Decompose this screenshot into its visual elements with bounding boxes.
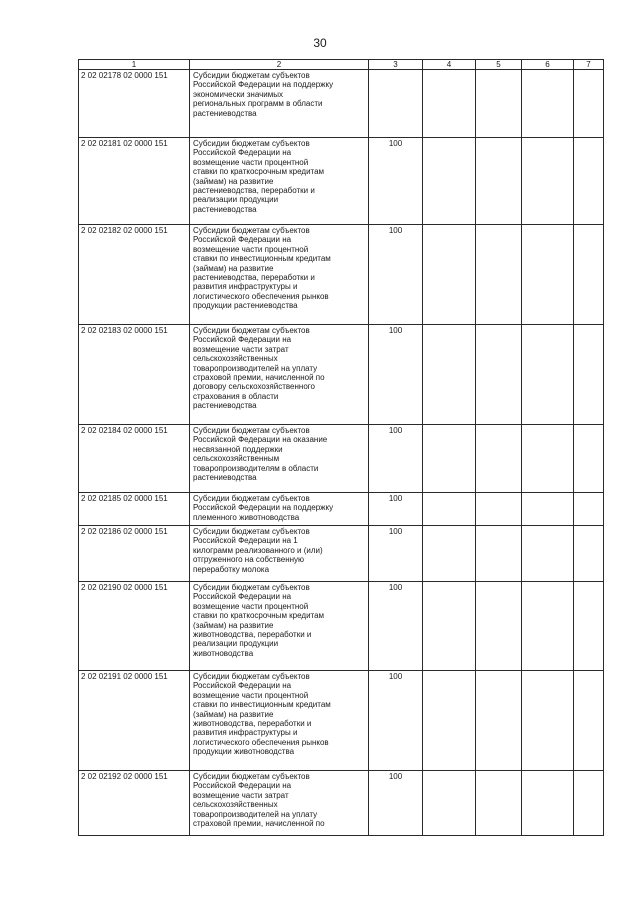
- empty-cell-col-5: [476, 493, 522, 526]
- description-cell: [190, 325, 369, 425]
- column-header-7: 7: [574, 60, 604, 70]
- description-line: ставки по инвестиционным кредитам: [193, 700, 331, 710]
- empty-cell-col-7: [574, 70, 604, 138]
- page-number: 30: [313, 36, 327, 50]
- empty-cell-col-5: [476, 225, 522, 325]
- description-line: Российской Федерации на поддержку: [193, 80, 334, 90]
- description-line: развития инфраструктуры и: [193, 282, 298, 292]
- value-cell: 100: [369, 138, 423, 225]
- description-line: региональных программ в области: [193, 99, 323, 109]
- table-row: [79, 771, 604, 836]
- description-line: животноводства: [193, 648, 254, 658]
- empty-cell-col-7: [574, 582, 604, 671]
- description-line: Субсидии бюджетам субъектов: [193, 326, 310, 335]
- description-cell: [190, 671, 369, 771]
- description-line: возмещение части затрат: [193, 790, 289, 800]
- description-cell: [190, 225, 369, 325]
- description-cell: [190, 425, 369, 493]
- empty-cell-col-6: [522, 582, 574, 671]
- description-line: страховой премии, начисленной по: [193, 373, 325, 383]
- budget-code-cell: 2 02 02191 02 0000 151: [79, 671, 190, 771]
- empty-cell-col-7: [574, 225, 604, 325]
- description-line: Российской Федерации на: [193, 148, 292, 158]
- description-line: Субсидии бюджетам субъектов: [193, 226, 310, 235]
- empty-cell-col-5: [476, 671, 522, 771]
- empty-cell-col-7: [574, 526, 604, 582]
- description-line: племенного животноводства: [193, 512, 300, 522]
- description-line: Субсидии бюджетам субъектов: [193, 583, 310, 592]
- value-cell: 100: [369, 493, 423, 526]
- empty-cell-col-4: [423, 138, 476, 225]
- description-line: животноводства, переработки и: [193, 630, 312, 640]
- description-line: Субсидии бюджетам субъектов: [193, 672, 310, 681]
- empty-cell-col-4: [423, 671, 476, 771]
- description-line: Российской Федерации на оказание: [193, 435, 328, 445]
- budget-code-cell: 2 02 02182 02 0000 151: [79, 225, 190, 325]
- description-line: сельскохозяйственных: [193, 800, 278, 810]
- description-line: несвязанной поддержки: [193, 444, 283, 454]
- description-line: Субсидии бюджетам субъектов: [193, 527, 310, 536]
- description-line: Российской Федерации на: [193, 681, 292, 691]
- description-line: Субсидии бюджетам субъектов: [193, 494, 310, 503]
- description-line: Российской Федерации на: [193, 235, 292, 245]
- description-line: Субсидии бюджетам субъектов: [193, 71, 310, 80]
- value-cell: 100: [369, 671, 423, 771]
- budget-code-cell: 2 02 02184 02 0000 151: [79, 425, 190, 493]
- table-row: [79, 325, 604, 425]
- empty-cell-col-4: [423, 771, 476, 836]
- table-row: [79, 138, 604, 225]
- empty-cell-col-4: [423, 325, 476, 425]
- description-line: Российской Федерации на: [193, 781, 292, 791]
- description-line: растениеводства: [193, 473, 257, 483]
- description-line: отгруженного на собственную: [193, 555, 305, 565]
- column-header-1: 1: [79, 60, 190, 70]
- table-row: [79, 425, 604, 493]
- description-line: растениеводства: [193, 108, 257, 118]
- description-cell: [190, 493, 369, 526]
- column-header-3: 3: [369, 60, 423, 70]
- description-line: (займам) на развитие: [193, 176, 274, 186]
- value-cell: 100: [369, 582, 423, 671]
- empty-cell-col-5: [476, 526, 522, 582]
- empty-cell-col-5: [476, 138, 522, 225]
- empty-cell-col-6: [522, 493, 574, 526]
- description-cell: [190, 138, 369, 225]
- description-line: животноводства, переработки и: [193, 719, 312, 729]
- description-line: возмещение части затрат: [193, 344, 289, 354]
- description-line: договору сельскохозяйственного: [193, 382, 315, 392]
- description-line: Субсидии бюджетам субъектов: [193, 139, 310, 148]
- description-line: растениеводства: [193, 401, 257, 411]
- empty-cell-col-6: [522, 526, 574, 582]
- description-line: продукции растениеводства: [193, 301, 298, 311]
- description-line: реализации продукции: [193, 639, 279, 649]
- description-line: (займам) на развитие: [193, 709, 274, 719]
- description-line: возмещение части процентной: [193, 157, 309, 167]
- empty-cell-col-7: [574, 771, 604, 836]
- value-cell: 100: [369, 225, 423, 325]
- description-line: страховой премии, начисленной по: [193, 819, 325, 829]
- description-line: переработку молока: [193, 564, 270, 574]
- description-cell: [190, 582, 369, 671]
- description-line: ставки по инвестиционным кредитам: [193, 254, 331, 264]
- description-line: продукции животноводства: [193, 747, 295, 757]
- description-line: Субсидии бюджетам субъектов: [193, 772, 310, 781]
- budget-code-cell: 2 02 02178 02 0000 151: [79, 70, 190, 138]
- description-line: растениеводства, переработки и: [193, 186, 315, 196]
- description-line: возмещение части процентной: [193, 690, 309, 700]
- description-line: ставки по краткосрочным кредитам: [193, 611, 325, 621]
- description-line: товаропроизводителей на уплату: [193, 809, 318, 819]
- description-line: Российской Федерации на: [193, 592, 292, 602]
- budget-code-cell: 2 02 02185 02 0000 151: [79, 493, 190, 526]
- description-line: (займам) на развитие: [193, 620, 274, 630]
- description-line: товаропроизводителям в области: [193, 463, 319, 473]
- description-line: Российской Федерации на 1: [193, 536, 298, 546]
- value-cell: 100: [369, 325, 423, 425]
- description-line: килограмм реализованного и (или): [193, 545, 323, 555]
- empty-cell-col-4: [423, 70, 476, 138]
- value-cell: [369, 70, 423, 138]
- empty-cell-col-4: [423, 582, 476, 671]
- table-row: [79, 225, 604, 325]
- description-cell: [190, 526, 369, 582]
- description-line: логистического обеспечения рынков: [193, 291, 329, 301]
- empty-cell-col-4: [423, 225, 476, 325]
- empty-cell-col-6: [522, 671, 574, 771]
- description-line: экономически значимых: [193, 89, 284, 99]
- description-line: возмещение части процентной: [193, 601, 309, 611]
- column-header-6: 6: [522, 60, 574, 70]
- column-header-4: 4: [423, 60, 476, 70]
- description-line: сельскохозяйственных: [193, 354, 278, 364]
- budget-code-cell: 2 02 02190 02 0000 151: [79, 582, 190, 671]
- description-line: возмещение части процентной: [193, 244, 309, 254]
- empty-cell-col-5: [476, 70, 522, 138]
- empty-cell-col-6: [522, 138, 574, 225]
- value-cell: 100: [369, 526, 423, 582]
- table-row: [79, 493, 604, 526]
- table-row: [79, 526, 604, 582]
- column-header-5: 5: [476, 60, 522, 70]
- budget-code-cell: 2 02 02192 02 0000 151: [79, 771, 190, 836]
- value-cell: 100: [369, 425, 423, 493]
- empty-cell-col-5: [476, 771, 522, 836]
- description-cell: [190, 70, 369, 138]
- empty-cell-col-5: [476, 325, 522, 425]
- description-line: реализации продукции: [193, 195, 279, 205]
- column-number-row: [79, 60, 604, 70]
- description-line: Российской Федерации на: [193, 335, 292, 345]
- description-line: товаропроизводителей на уплату: [193, 363, 318, 373]
- empty-cell-col-6: [522, 771, 574, 836]
- description-line: развития инфраструктуры и: [193, 728, 298, 738]
- description-line: растениеводства, переработки и: [193, 273, 315, 283]
- table-body: [79, 70, 604, 836]
- empty-cell-col-7: [574, 493, 604, 526]
- description-cell: [190, 771, 369, 836]
- empty-cell-col-4: [423, 493, 476, 526]
- empty-cell-col-5: [476, 425, 522, 493]
- empty-cell-col-7: [574, 671, 604, 771]
- empty-cell-col-4: [423, 526, 476, 582]
- empty-cell-col-4: [423, 425, 476, 493]
- budget-table: [78, 59, 604, 836]
- description-line: страхования в области: [193, 391, 279, 401]
- description-line: (займам) на развитие: [193, 263, 274, 273]
- value-cell: 100: [369, 771, 423, 836]
- empty-cell-col-6: [522, 425, 574, 493]
- empty-cell-col-7: [574, 138, 604, 225]
- table-row: [79, 582, 604, 671]
- table-row: [79, 671, 604, 771]
- description-line: логистического обеспечения рынков: [193, 737, 329, 747]
- budget-code-cell: 2 02 02181 02 0000 151: [79, 138, 190, 225]
- empty-cell-col-5: [476, 582, 522, 671]
- empty-cell-col-7: [574, 425, 604, 493]
- table-row: [79, 70, 604, 138]
- description-line: Субсидии бюджетам субъектов: [193, 426, 310, 435]
- budget-code-cell: 2 02 02183 02 0000 151: [79, 325, 190, 425]
- description-line: растениеводства: [193, 204, 257, 214]
- empty-cell-col-6: [522, 70, 574, 138]
- description-line: ставки по краткосрочным кредитам: [193, 167, 325, 177]
- description-line: сельскохозяйственным: [193, 454, 280, 464]
- empty-cell-col-7: [574, 325, 604, 425]
- empty-cell-col-6: [522, 225, 574, 325]
- column-header-2: 2: [190, 60, 369, 70]
- description-line: Российской Федерации на поддержку: [193, 503, 334, 513]
- empty-cell-col-6: [522, 325, 574, 425]
- budget-code-cell: 2 02 02186 02 0000 151: [79, 526, 190, 582]
